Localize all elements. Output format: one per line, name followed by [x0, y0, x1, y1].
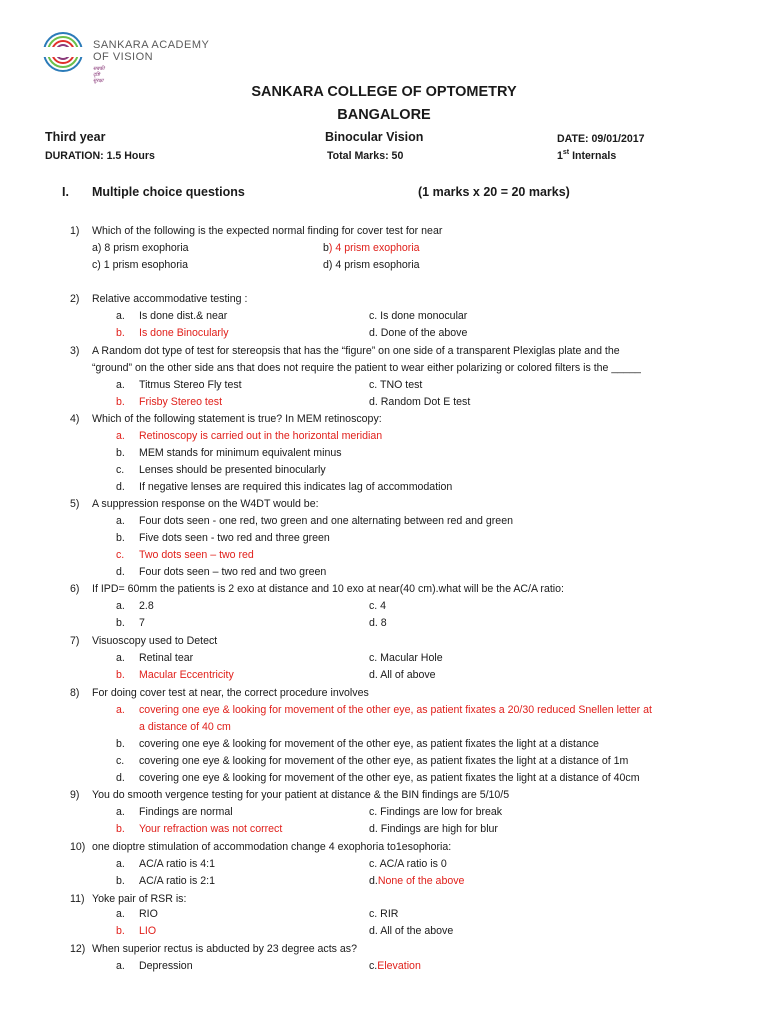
option-text: Depression	[139, 960, 193, 972]
option-text: Five dots seen - two red and three green	[139, 532, 330, 544]
option-letter: a.	[116, 908, 125, 920]
year-label: Third year	[45, 130, 106, 144]
option-letter: a.	[116, 379, 125, 391]
question-number: 5)	[70, 498, 80, 510]
question-number: 7)	[70, 635, 80, 647]
question-number: 6)	[70, 583, 80, 595]
option-text: covering one eye & looking for movement of the other eye, as patient fixates the light at a distance of 1m	[139, 755, 629, 767]
logo-name: SANKARA ACADEMY OF VISION	[93, 39, 210, 63]
option-letter: d.	[116, 481, 125, 493]
option-text-answer: Macular Eccentricity	[139, 669, 234, 681]
question-text: one dioptre stimulation of accommodation change 4 exophoria to1esophoria:	[92, 841, 452, 853]
question-text-line2: “ground” on the other side ans that does not require the patient to wear either polarizing or colored filters is the _____	[92, 362, 641, 374]
option-letter: a.	[116, 652, 125, 664]
question-text: Yoke pair of RSR is:	[92, 893, 187, 905]
option-text: Four dots seen - one red, two green and one alternating between red and green	[139, 515, 513, 527]
option-letter: d.	[116, 566, 125, 578]
option-text: AC/A ratio is 4:1	[139, 858, 215, 870]
option-letter: b.	[116, 669, 125, 681]
option-text: c) 1 prism esophoria	[92, 259, 188, 271]
city-name: BANGALORE	[337, 107, 431, 123]
option-letter: c.	[116, 549, 125, 561]
logo-tagline: सबकी दृष्टि सुरक्षा	[93, 66, 105, 84]
option-letter: a.	[116, 858, 125, 870]
option-letter: c.	[116, 755, 125, 767]
option-prefix: b	[323, 242, 329, 254]
question-number: 12)	[70, 943, 86, 955]
option-text: Lenses should be presented binocularly	[139, 464, 326, 476]
option-text: d) 4 prism esophoria	[323, 259, 420, 271]
option-text: a) 8 prism exophoria	[92, 242, 189, 254]
option-text-answer: covering one eye & looking for movement of the other eye, as patient fixates a 20/30 reduced Snellen letter at	[139, 704, 652, 716]
internals-label: 1st Internals	[557, 149, 617, 162]
option-letter: a.	[116, 600, 125, 612]
option-letter: b.	[116, 617, 125, 629]
section-marks: (1 marks x 20 = 20 marks)	[418, 185, 570, 199]
question-text: For doing cover test at near, the correct procedure involves	[92, 687, 369, 699]
option-text: d. All of the above	[369, 925, 454, 937]
question-text: If IPD= 60mm the patients is 2 exo at distance and 10 exo at near(40 cm).what will be the AC/A ratio:	[92, 583, 564, 595]
option-letter: b.	[116, 738, 125, 750]
section-numeral: I.	[62, 185, 69, 199]
question-number: 8)	[70, 687, 80, 699]
option-letter: b.	[116, 875, 125, 887]
option-text: c. 4	[369, 600, 387, 612]
college-name: SANKARA COLLEGE OF OPTOMETRY	[251, 84, 517, 100]
question-number: 10)	[70, 841, 86, 853]
question-text: Relative accommodative testing :	[92, 293, 248, 305]
option-text: AC/A ratio is 2:1	[139, 875, 215, 887]
option-text: c. AC/A ratio is 0	[369, 858, 447, 870]
question-text: Visuoscopy used to Detect	[92, 635, 218, 647]
option-text-answer: LIO	[139, 925, 157, 937]
option-letter: c.	[116, 464, 125, 476]
option-text: 2.8	[139, 600, 154, 612]
option-text: If negative lenses are required this indicates lag of accommodation	[139, 481, 453, 493]
option-letter: b.	[116, 327, 125, 339]
option-letter: a.	[116, 430, 125, 442]
option-letter: a.	[116, 515, 125, 527]
option-text: c. Macular Hole	[369, 652, 443, 664]
option-letter: d.	[116, 772, 125, 784]
option-text-answer: Elevation	[377, 960, 421, 972]
option-text: d. Done of the above	[369, 327, 468, 339]
question-number: 11)	[70, 893, 85, 905]
question-text: You do smooth vergence testing for your patient at distance & the BIN findings are 5/10/5	[92, 789, 510, 801]
question-number: 4)	[70, 413, 80, 425]
option-text: covering one eye & looking for movement of the other eye, as patient fixates the light at a distance	[139, 738, 599, 750]
option-text-answer: Retinoscopy is carried out in the horizontal meridian	[139, 430, 383, 442]
question-number: 3)	[70, 345, 80, 357]
option-text-answer: Your refraction was not correct	[139, 823, 283, 835]
option-letter: a.	[116, 704, 125, 716]
option-text: RIO	[139, 908, 158, 920]
option-text: d. Random Dot E test	[369, 396, 471, 408]
question-text: A suppression response on the W4DT would be:	[92, 498, 319, 510]
option-text: d. Findings are high for blur	[369, 823, 498, 835]
option-letter: b.	[116, 925, 125, 937]
question-number: 9)	[70, 789, 80, 801]
option-text: d. All of above	[369, 669, 436, 681]
option-letter: a.	[116, 806, 125, 818]
option-prefix: c.	[369, 960, 378, 972]
option-prefix: d.	[369, 875, 378, 887]
eye-rings-icon	[41, 30, 87, 74]
option-text-answer: None of the above	[377, 875, 465, 887]
option-letter: a.	[116, 310, 125, 322]
option-text-answer: Frisby Stereo test	[139, 396, 223, 408]
option-text: Is done dist.& near	[139, 310, 228, 322]
question-number: 2)	[70, 293, 80, 305]
option-letter: b.	[116, 823, 125, 835]
question-number: 1)	[70, 225, 80, 237]
duration-label: DURATION: 1.5 Hours	[45, 150, 155, 162]
option-text: Findings are normal	[139, 806, 233, 818]
option-text: Four dots seen – two red and two green	[139, 566, 327, 578]
date-label: DATE: 09/01/2017	[557, 133, 645, 145]
question-text: A Random dot type of test for stereopsis that has the “figure” on one side of a transparent Plexiglas plate and the	[92, 345, 620, 357]
question-text: Which of the following is the expected normal finding for cover test for near	[92, 225, 443, 237]
option-text-answer: Two dots seen – two red	[139, 549, 254, 561]
question-text: Which of the following statement is true? In MEM retinoscopy:	[92, 413, 382, 425]
option-letter: b.	[116, 396, 125, 408]
option-text: d. 8	[369, 617, 387, 629]
option-text: c. RIR	[369, 908, 399, 920]
total-marks-label: Total Marks: 50	[327, 150, 404, 162]
option-text: c. Findings are low for break	[369, 806, 503, 818]
option-letter: b.	[116, 532, 125, 544]
option-text: covering one eye & looking for movement of the other eye, as patient fixates the light at a distance of 40cm	[139, 772, 640, 784]
option-text: Titmus Stereo Fly test	[139, 379, 242, 391]
option-letter: a.	[116, 960, 125, 972]
subject-label: Binocular Vision	[325, 130, 424, 144]
option-text-answer: Is done Binocularly	[139, 327, 229, 339]
option-letter: b.	[116, 447, 125, 459]
option-text: c. Is done monocular	[369, 310, 468, 322]
option-text: Retinal tear	[139, 652, 194, 664]
section-title: Multiple choice questions	[92, 185, 245, 199]
option-text: MEM stands for minimum equivalent minus	[139, 447, 342, 459]
option-text: 7	[139, 617, 145, 629]
question-text: When superior rectus is abducted by 23 degree acts as?	[92, 943, 357, 955]
option-text-line2: a distance of 40 cm	[139, 721, 231, 733]
option-text: c. TNO test	[369, 379, 423, 391]
option-text-answer: ) 4 prism exophoria	[328, 242, 420, 254]
